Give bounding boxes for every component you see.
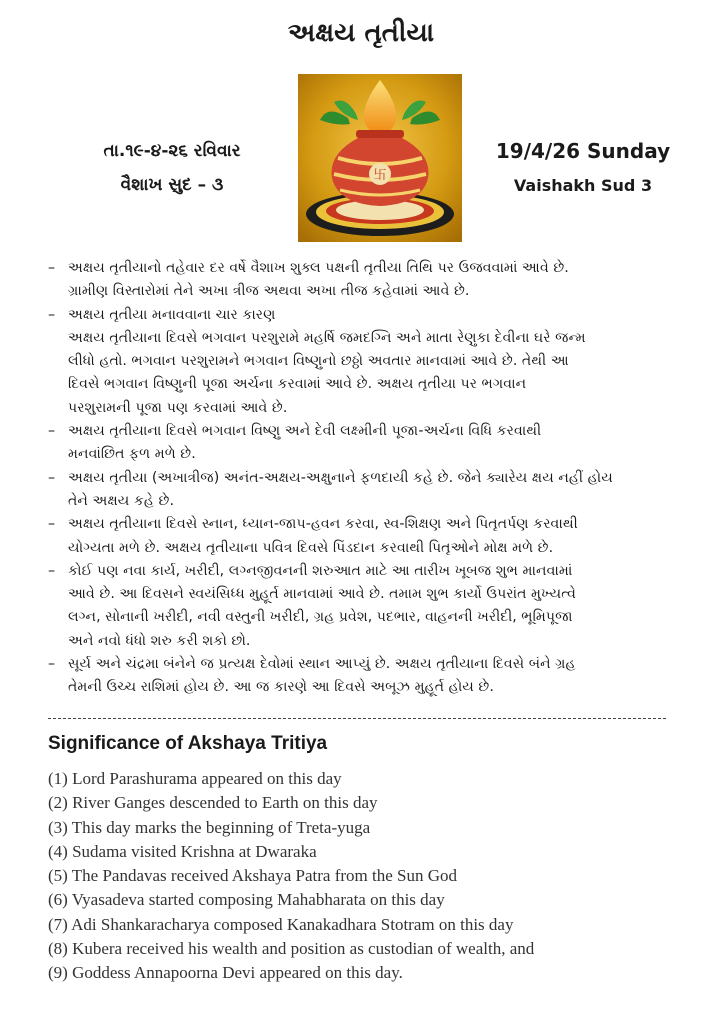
month-gujarati: વૈશાખ સુદ – ૩ [120, 175, 224, 195]
point-line: કોઈ પણ નવા કાર્ય, ખરીદી, લગ્નજીવનની શરુઆત માટે આ તારીખ ખૂબજ શુભ માનવામાં [68, 562, 573, 579]
date-gujarati: તા.૧૯-૪-૨૬ રવિવાર [103, 141, 241, 161]
page-title: અક્ષય તૃતીયા [287, 18, 435, 48]
list-item [48, 304, 688, 420]
significance-item: (7) Adi Shankaracharya composed Kanakadhara Stotram on this day [48, 914, 514, 934]
list-item [48, 467, 688, 514]
significance-item: (9) Goddess Annapoorna Devi appeared on this day. [48, 963, 403, 983]
point-line: આવે છે. આ દિવસને સ્વયંસિધ્ધ મુહૂર્ત માનવામાં આવે છે. તમામ શુભ કાર્યો ઉપરાંત મુખ્યત્વે [68, 586, 577, 603]
point-line: અક્ષય તૃતીયાનો તહેવાર દર વર્ષે વૈશાખ શુક્લ પક્ષની તૃતીયા તિથિ પર ઉજવવામાં આવે છે. [68, 260, 569, 276]
point-line: અક્ષય તૃતીયા મનાવવાના ચાર કારણ [68, 306, 276, 323]
point-line: ગ્રામીણ વિસ્તારોમાં તેને અખા ત્રીજ અથવા અખા તીજ કહેવામાં આવે છે. [68, 283, 470, 300]
bullet-dash: – [48, 516, 56, 533]
point-line: લગ્ન, સોનાની ખરીદી, નવી વસ્તુની ખરીદી, ગ્રહ પ્રવેશ, પદભાર, વાહનની ખરીદી, ભૂમિપૂજા [68, 609, 573, 626]
date-english: 19/4/26 Sunday [495, 139, 671, 163]
svg-text:卐: 卐 [373, 168, 387, 183]
bullet-dash: – [48, 469, 56, 486]
bullet-dash: – [48, 423, 56, 440]
significance-item: (4) Sudama visited Krishna at Dwaraka [48, 841, 317, 861]
significance-item: (5) The Pandavas received Akshaya Patra from the Sun God [48, 866, 457, 886]
point-line: તેમની ઉચ્ચ રાશિમાં હોય છે. આ જ કારણે આ દિવસે અબૂઝ મુહૂર્ત હોય છે. [68, 679, 494, 696]
point-line: લીધો હતો. ભગવાન પરશુરામને ભગવાન વિષ્ણુનો છઠ્ઠો અવતાર માનવામાં આવે છે. તેથી આ [68, 353, 569, 370]
list-item [48, 420, 688, 467]
list-item [48, 653, 688, 700]
significance-item: (3) This day marks the beginning of Treta-yuga [48, 817, 371, 837]
bullet-dash: – [48, 260, 56, 276]
point-line: અક્ષય તૃતીયા (અખાત્રીજ) અનંત-અક્ષય-અક્ષુનાને ફળદાયી કહે છે. જેને ક્યારેય ક્ષય નહીં હોય [68, 469, 613, 486]
significance-list [48, 767, 698, 986]
point-line: અક્ષય તૃતીયાના દિવસે સ્નાન, ધ્યાન-જાપ-હવન કરવા, સ્વ-શિક્ષણ અને પિતૃતર્પણ કરવાથી [68, 516, 578, 533]
significance-item: (8) Kubera received his wealth and position as custodian of wealth, and [48, 939, 535, 959]
dashed-divider [48, 718, 666, 719]
kalash-pot-icon [298, 74, 462, 242]
bullet-dash: – [48, 306, 56, 323]
list-item [48, 513, 688, 560]
list-item [48, 257, 688, 304]
point-line: યોગ્યતા મળે છે. અક્ષય તૃતીયાના પવિત્ર દિવસે પિંડદાન કરવાથી પિતૃઓને મોક્ષ મળે છે. [68, 539, 554, 556]
significance-item: (2) River Ganges descended to Earth on this day [48, 793, 378, 813]
list-item [48, 560, 688, 653]
bullet-dash: – [48, 656, 56, 673]
kalash-illustration [298, 74, 462, 242]
point-line: અને નવો ધંધો શરુ કરી શકો છો. [68, 632, 251, 649]
point-line: મનવાંછિત ફળ મળે છે. [68, 446, 196, 463]
point-line: દિવસે ભગવાન વિષ્ણુની પૂજા અર્ચના કરવામાં આવે છે. અક્ષય તૃતીયા પર ભગવાન [68, 376, 527, 393]
significance-item: (1) Lord Parashurama appeared on this day [48, 769, 342, 788]
point-line: સૂર્ય અને ચંદ્રમા બંનેને જ પ્રત્યક્ષ દેવોમાં સ્થાન આપ્યું છે. અક્ષય તૃતીયાના દિવસે બંને ગ્રહ [68, 656, 576, 673]
point-line: પરશુરામની પૂજા પણ કરવામાં આવે છે. [68, 399, 288, 416]
point-line: અક્ષય તૃતીયાના દિવસે ભગવાન પરશુરામે મહર્ષિ જમદગ્નિ અને માતા રેણુકા દેવીના ઘરે જન્મ [68, 329, 586, 346]
point-line: અક્ષય તૃતીયાના દિવસે ભગવાન વિષ્ણુ અને દેવી લક્ષ્મીની પૂજા-અર્ચના વિધિ કરવાથી [68, 423, 542, 440]
point-line: તેને અક્ષય કહે છે. [68, 492, 174, 509]
significance-item: (6) Vyasadeva started composing Mahabharata on this day [48, 890, 445, 910]
significance-heading: Significance of Akshaya Tritiya [48, 733, 328, 754]
gujarati-points-list [48, 257, 688, 700]
bullet-dash: – [48, 562, 56, 579]
month-english: Vaishakh Sud 3 [513, 176, 653, 195]
